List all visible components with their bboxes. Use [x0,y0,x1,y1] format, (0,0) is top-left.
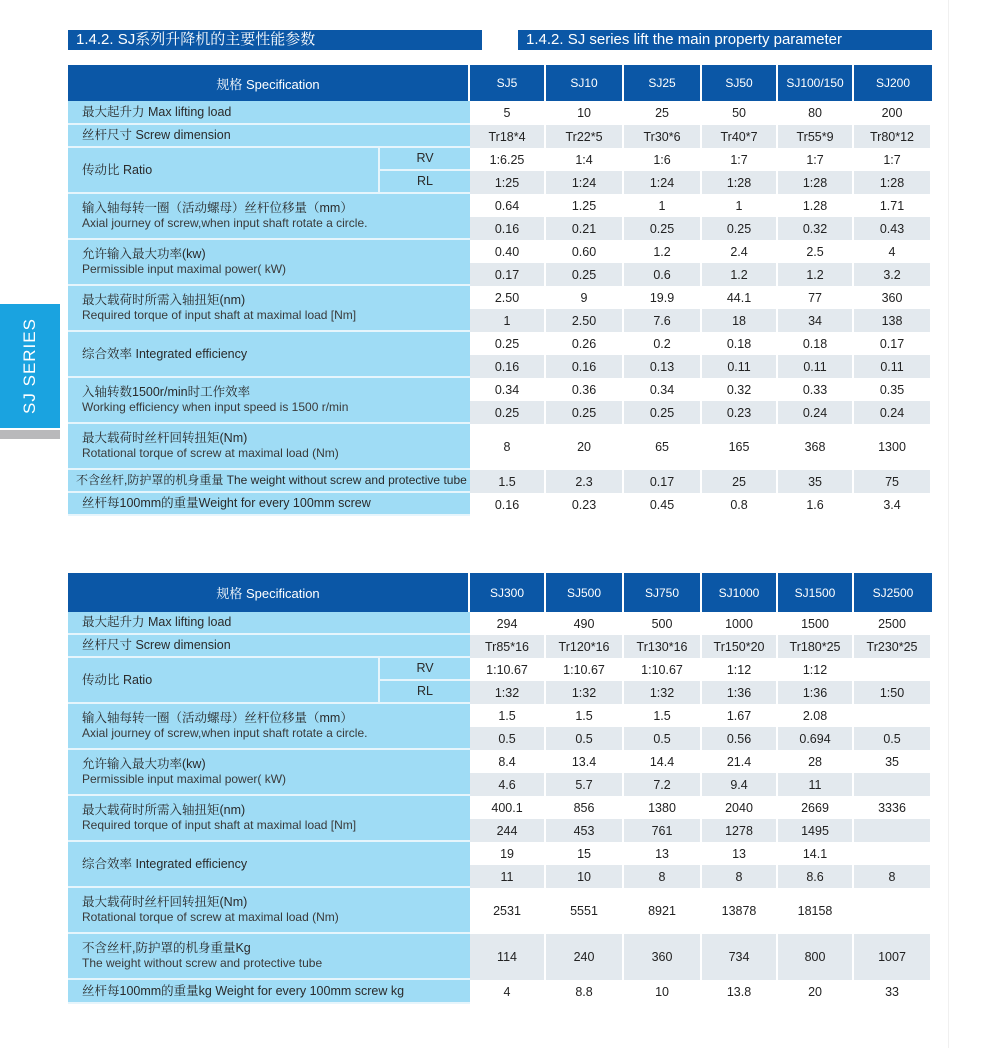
cell: 1.71 [854,194,932,217]
cell: 19.9 [624,286,702,309]
table-row [68,635,932,658]
cell: 1 [624,194,702,217]
cell: 0.25 [470,332,546,355]
spec-table-1 [68,65,932,516]
cell: 21.4 [702,750,778,773]
row-label-en: Permissible input maximal power( kW) [82,772,287,786]
row-label [68,750,470,796]
table-row [68,332,932,355]
cell: 1:7 [854,148,932,171]
row-label [68,378,470,424]
cell: 8.6 [778,865,854,888]
table-row [68,980,932,1004]
page-edge-line [948,0,949,1048]
row-label-cn: 入轴转数1500r/min时工作效率 [82,385,251,399]
cell: 0.11 [778,355,854,378]
row-label-en: Rotational torque of screw at maximal load (Nm) [82,910,339,924]
row-label: 丝杆每100mm的重量Weight for every 100mm screw [68,493,470,516]
cell: 0.18 [702,332,778,355]
table-row [68,470,932,493]
cell: 1278 [702,819,778,842]
cell: 8 [854,865,932,888]
row-label-en: Axial journey of screw,when input shaft rotate a circle. [82,216,368,230]
cell: 800 [778,934,854,980]
cell [854,704,932,727]
cell: 244 [470,819,546,842]
row-label: 综合效率 Integrated efficiency [68,332,470,378]
row-label-cn: 允许输入最大功率(kw) [82,247,206,261]
row-label [68,286,470,332]
cell: 8 [470,424,546,470]
cell: 1:7 [702,148,778,171]
cell: 0.25 [470,401,546,424]
cell: Tr120*16 [546,635,624,658]
table-row [68,704,932,727]
row-label: 最大起升力 Max lifting load [68,612,470,635]
sub-label-rl: RL [378,171,470,194]
cell: 0.56 [702,727,778,750]
cell: 1:36 [778,681,854,704]
cell: 1:36 [702,681,778,704]
cell: Tr40*7 [702,125,778,148]
cell: Tr230*25 [854,635,932,658]
cell: 8 [624,865,702,888]
cell: 25 [624,101,702,125]
cell: 0.34 [470,378,546,401]
cell: 2.3 [546,470,624,493]
cell: 1:6.25 [470,148,546,171]
cell: Tr80*12 [854,125,932,148]
row-label-cn: 不含丝杆,防护罩的机身重量Kg [82,941,251,955]
cell: 138 [854,309,932,332]
cell: 0.17 [470,263,546,286]
cell: 2669 [778,796,854,819]
sub-label-rv: RV [378,148,470,171]
table-row [68,493,932,516]
row-label-cn: 输入轴每转一圈（活动螺母）丝杆位移量（mm） [82,201,353,215]
cell: 0.25 [546,263,624,286]
cell: 11 [778,773,854,796]
row-label-en: Required torque of input shaft at maximal load [Nm] [82,308,357,322]
table-row [68,125,932,148]
cell: 2.08 [778,704,854,727]
cell: 0.25 [546,401,624,424]
cell: 500 [624,612,702,635]
cell: 114 [470,934,546,980]
cell: 2531 [470,888,546,934]
header-model: SJ50 [702,65,778,101]
cell: 0.25 [702,217,778,240]
table-header-row [68,573,932,612]
table-row [68,796,932,819]
cell: 0.17 [854,332,932,355]
row-label [68,704,470,750]
header-model: SJ1000 [702,573,778,612]
cell: 1007 [854,934,932,980]
cell: Tr55*9 [778,125,854,148]
table-row [68,424,932,470]
row-label [68,194,470,240]
cell: 10 [624,980,702,1004]
cell: 0.17 [624,470,702,493]
cell: 3336 [854,796,932,819]
cell: 18158 [778,888,854,934]
row-label-cn: 最大载荷时所需入轴扭矩(nm) [82,803,246,817]
cell: 1 [470,309,546,332]
cell: 1:4 [546,148,624,171]
cell: Tr18*4 [470,125,546,148]
cell: 0.34 [624,378,702,401]
cell: 15 [546,842,624,865]
row-label-cn: 允许输入最大功率(kw) [82,757,206,771]
cell: 0.16 [470,493,546,516]
cell: 77 [778,286,854,309]
cell: 1:12 [778,658,854,681]
cell [854,658,932,681]
cell: 1:24 [624,171,702,194]
table-header-row [68,65,932,101]
cell: 20 [778,980,854,1004]
cell: 1:28 [854,171,932,194]
cell: 11 [470,865,546,888]
cell: 3.2 [854,263,932,286]
cell: 2.50 [546,309,624,332]
cell: 0.21 [546,217,624,240]
table-row [68,658,932,681]
cell: 0.24 [778,401,854,424]
row-label: 丝杆尺寸 Screw dimension [68,635,470,658]
cell: 13.4 [546,750,624,773]
cell: 165 [702,424,778,470]
cell: 44.1 [702,286,778,309]
cell: 0.2 [624,332,702,355]
cell: 1:28 [702,171,778,194]
cell: 0.35 [854,378,932,401]
cell: 0.5 [624,727,702,750]
cell: 0.36 [546,378,624,401]
cell: 0.13 [624,355,702,378]
spec-table-2 [68,573,932,1004]
cell: 14.1 [778,842,854,865]
cell: 0.25 [624,217,702,240]
side-tab-label: SJ SERIES [20,318,39,414]
cell: Tr130*16 [624,635,702,658]
cell: 0.64 [470,194,546,217]
cell: 240 [546,934,624,980]
header-model: SJ750 [624,573,702,612]
row-label-en: Working efficiency when input speed is 1500 r/min [82,400,349,414]
cell: 1.5 [470,470,546,493]
cell: 9.4 [702,773,778,796]
cell: 1:12 [702,658,778,681]
side-tab-underline [0,430,60,439]
cell: 360 [624,934,702,980]
cell: 0.5 [546,727,624,750]
table-row [68,240,932,263]
title-bar-cn [68,30,482,50]
cell: 1:32 [470,681,546,704]
row-label: 最大起升力 Max lifting load [68,101,470,125]
cell: 0.694 [778,727,854,750]
row-label: 不含丝杆,防护罩的机身重量 The weight without screw and protective tube [68,470,470,493]
cell: 1:10.67 [470,658,546,681]
cell: 0.33 [778,378,854,401]
cell: 1.5 [546,704,624,727]
cell: 0.32 [778,217,854,240]
header-model: SJ2500 [854,573,932,612]
table-row [68,612,932,635]
cell: 14.4 [624,750,702,773]
cell: 28 [778,750,854,773]
header-model: SJ25 [624,65,702,101]
cell: 4 [854,240,932,263]
cell: 35 [854,750,932,773]
row-label [68,934,470,980]
cell: 2040 [702,796,778,819]
row-label: 传动比 Ratio [68,148,378,194]
cell: 0.32 [702,378,778,401]
row-label [68,796,470,842]
cell: 25 [702,470,778,493]
side-tab [0,304,60,428]
cell: 1:28 [778,171,854,194]
cell: 34 [778,309,854,332]
cell: 1:24 [546,171,624,194]
cell: Tr180*25 [778,635,854,658]
cell: 7.6 [624,309,702,332]
cell: 10 [546,865,624,888]
cell: 0.25 [624,401,702,424]
cell: 1500 [778,612,854,635]
cell: 0.60 [546,240,624,263]
cell: 2.4 [702,240,778,263]
cell: 0.23 [702,401,778,424]
sub-label-rl: RL [378,681,470,704]
cell: 360 [854,286,932,309]
cell: 0.23 [546,493,624,516]
cell: 0.45 [624,493,702,516]
cell: 1:10.67 [624,658,702,681]
cell: 20 [546,424,624,470]
header-spec-label: 规格 Specification [68,573,470,612]
cell: 1:7 [778,148,854,171]
cell: 0.16 [470,355,546,378]
row-label-en: Axial journey of screw,when input shaft rotate a circle. [82,726,368,740]
header-model: SJ100/150 [778,65,854,101]
cell: 5551 [546,888,624,934]
cell: 734 [702,934,778,980]
row-label [68,240,470,286]
table-row [68,148,932,171]
row-label [68,888,470,934]
row-label-cn: 输入轴每转一圈（活动螺母）丝杆位移量（mm） [82,711,353,725]
cell: 0.18 [778,332,854,355]
cell: 3.4 [854,493,932,516]
cell: 1:50 [854,681,932,704]
cell: 4 [470,980,546,1004]
cell: 0.16 [470,217,546,240]
cell: 1.28 [778,194,854,217]
row-label-en: Required torque of input shaft at maximal load [Nm] [82,818,357,832]
cell: 33 [854,980,932,1004]
cell: 1495 [778,819,854,842]
row-label-en: Rotational torque of screw at maximal load (Nm) [82,446,339,460]
row-label: 传动比 Ratio [68,658,378,704]
cell: 0.26 [546,332,624,355]
header-spec-label: 规格 Specification [68,65,470,101]
cell [854,819,932,842]
cell: 5 [470,101,546,125]
cell: 2.5 [778,240,854,263]
row-label-en: Permissible input maximal power( kW) [82,262,287,276]
row-label [68,424,470,470]
cell: 0.11 [854,355,932,378]
cell: 9 [546,286,624,309]
cell: 200 [854,101,932,125]
cell: 8 [702,865,778,888]
cell: 65 [624,424,702,470]
cell: 2500 [854,612,932,635]
cell: 10 [546,101,624,125]
sub-label-rv: RV [378,658,470,681]
cell: 0.6 [624,263,702,286]
table-row [68,888,932,934]
cell: 1.5 [470,704,546,727]
cell [854,888,932,934]
table-row [68,286,932,309]
cell: 294 [470,612,546,635]
cell: 2.50 [470,286,546,309]
cell: Tr30*6 [624,125,702,148]
row-label-cn: 最大载荷时所需入轴扭矩(nm) [82,293,246,307]
cell: 1:32 [546,681,624,704]
row-label-cn: 最大载荷时丝杆回转扭矩(Nm) [82,895,248,909]
header-model: SJ10 [546,65,624,101]
cell: 1.67 [702,704,778,727]
header-model: SJ300 [470,573,546,612]
row-label-en: The weight without screw and protective tube [82,956,323,970]
cell: 761 [624,819,702,842]
cell: 0.40 [470,240,546,263]
cell: 4.6 [470,773,546,796]
row-label-cn: 最大载荷时丝杆回转扭矩(Nm) [82,431,248,445]
cell: 0.43 [854,217,932,240]
cell: 13878 [702,888,778,934]
cell: 75 [854,470,932,493]
header-model: SJ5 [470,65,546,101]
cell [854,773,932,796]
cell: 50 [702,101,778,125]
cell: 856 [546,796,624,819]
cell: Tr150*20 [702,635,778,658]
table-row [68,934,932,980]
cell: 1.2 [778,263,854,286]
cell: 80 [778,101,854,125]
cell: Tr85*16 [470,635,546,658]
cell [854,842,932,865]
cell: 19 [470,842,546,865]
cell: 1:10.67 [546,658,624,681]
cell: 1.25 [546,194,624,217]
cell: 1.5 [624,704,702,727]
row-label: 丝杆尺寸 Screw dimension [68,125,470,148]
cell: 13 [702,842,778,865]
cell: 13.8 [702,980,778,1004]
section-title-en: 1.4.2. SJ series lift the main property parameter [526,31,842,48]
cell: 0.5 [854,727,932,750]
cell: 1:32 [624,681,702,704]
cell: 7.2 [624,773,702,796]
table-row [68,101,932,125]
cell: 490 [546,612,624,635]
cell: 1300 [854,424,932,470]
section-title-cn: 1.4.2. SJ系列升降机的主要性能参数 [76,31,316,48]
cell: 1:25 [470,171,546,194]
cell: 1.6 [778,493,854,516]
cell: 0.24 [854,401,932,424]
cell: 8.4 [470,750,546,773]
cell: 0.8 [702,493,778,516]
cell: 13 [624,842,702,865]
cell: 5.7 [546,773,624,796]
header-model: SJ200 [854,65,932,101]
cell: 0.11 [702,355,778,378]
cell: 8921 [624,888,702,934]
header-model: SJ500 [546,573,624,612]
cell: 1.2 [702,263,778,286]
cell: 1:6 [624,148,702,171]
cell: 0.5 [470,727,546,750]
cell: 18 [702,309,778,332]
header-model: SJ1500 [778,573,854,612]
cell: 368 [778,424,854,470]
table-row [68,194,932,217]
title-bar-en [518,30,932,50]
cell: 8.8 [546,980,624,1004]
table-row [68,378,932,401]
table-row [68,750,932,773]
row-label: 综合效率 Integrated efficiency [68,842,470,888]
row-label: 丝杆每100mm的重量kg Weight for every 100mm screw kg [68,980,470,1004]
cell: 1.2 [624,240,702,263]
cell: 400.1 [470,796,546,819]
cell: 1380 [624,796,702,819]
table-row [68,842,932,865]
cell: 1000 [702,612,778,635]
cell: 1 [702,194,778,217]
cell: 0.16 [546,355,624,378]
cell: Tr22*5 [546,125,624,148]
cell: 35 [778,470,854,493]
cell: 453 [546,819,624,842]
